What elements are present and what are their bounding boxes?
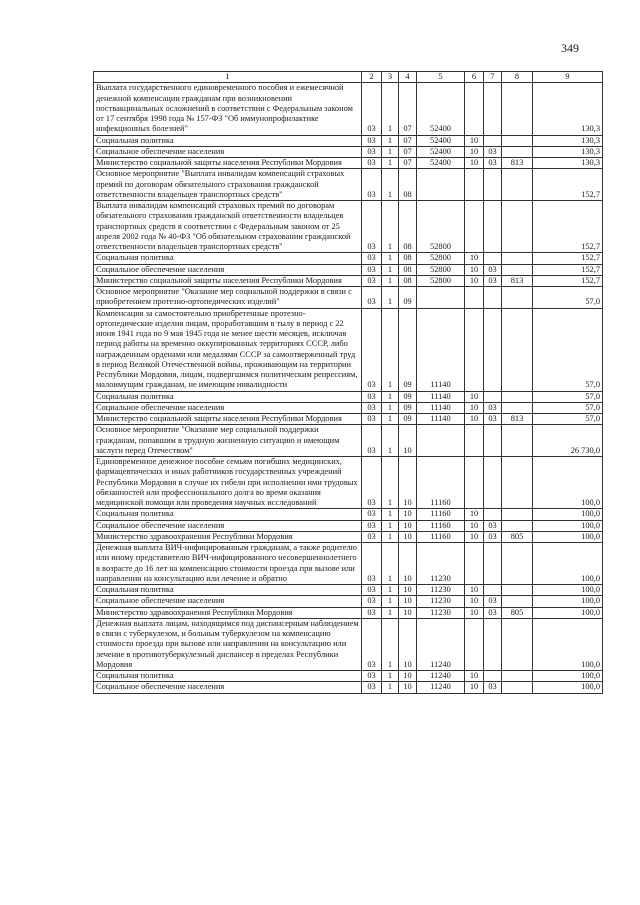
code-cell-4: 09 xyxy=(399,402,417,413)
code-cell-3: 1 xyxy=(382,509,399,520)
code-cell-7: 03 xyxy=(484,158,502,169)
code-cell-4: 08 xyxy=(399,169,417,201)
code-cell-2: 03 xyxy=(362,543,382,585)
code-cell-6: 10 xyxy=(465,520,484,531)
code-cell-6: 10 xyxy=(465,509,484,520)
code-cell-7: 03 xyxy=(484,414,502,425)
code-cell-7: 03 xyxy=(484,520,502,531)
amount-cell: 57,0 xyxy=(533,402,603,413)
table-row xyxy=(94,457,603,509)
code-cell-5: 11230 xyxy=(417,585,465,596)
code-cell-5: 52400 xyxy=(417,83,465,135)
code-cell-6: 10 xyxy=(465,275,484,286)
table-row xyxy=(94,596,603,607)
item-name-cell: Основное мероприятие "Оказание мер социальной поддержки в связи с приобретением протезно-ортопедических изделий" xyxy=(94,287,362,309)
code-cell-2: 03 xyxy=(362,146,382,157)
amount-cell: 100,0 xyxy=(533,682,603,693)
item-name-cell: Единовременное денежное пособие семьям погибших медицинских, фармацевтических и иных работников государственных учреждений Республики Мордовия в случае их гибели при исполнении ими трудовых обязанностей или профессионального долга во время оказания медицинской помощи или проведения научных исследований xyxy=(94,457,362,509)
code-cell-6: 10 xyxy=(465,585,484,596)
code-cell-6: 10 xyxy=(465,146,484,157)
code-cell-2: 03 xyxy=(362,275,382,286)
code-cell-8 xyxy=(502,520,533,531)
code-cell-3: 1 xyxy=(382,414,399,425)
amount-cell: 57,0 xyxy=(533,287,603,309)
code-cell-3: 1 xyxy=(382,543,399,585)
code-cell-5: 11230 xyxy=(417,596,465,607)
code-cell-4: 09 xyxy=(399,287,417,309)
code-cell-2: 03 xyxy=(362,201,382,253)
table-row xyxy=(94,520,603,531)
code-cell-3: 1 xyxy=(382,457,399,509)
column-header: 4 xyxy=(399,72,417,83)
code-cell-4: 07 xyxy=(399,83,417,135)
table-row xyxy=(94,585,603,596)
code-cell-8 xyxy=(502,596,533,607)
code-cell-8: 813 xyxy=(502,275,533,286)
column-header: 9 xyxy=(533,72,603,83)
code-cell-5: 11140 xyxy=(417,402,465,413)
code-cell-4: 10 xyxy=(399,531,417,542)
code-cell-4: 10 xyxy=(399,509,417,520)
code-cell-3: 1 xyxy=(382,308,399,391)
item-name-cell: Социальная политика xyxy=(94,391,362,402)
code-cell-4: 10 xyxy=(399,607,417,618)
code-cell-7 xyxy=(484,287,502,309)
code-cell-7 xyxy=(484,457,502,509)
item-name-cell: Основное мероприятие "Оказание мер социальной поддержки гражданам, попавшим в трудную жизненную ситуацию и имеющим заслуги перед Отечеством" xyxy=(94,425,362,457)
amount-cell: 152,7 xyxy=(533,169,603,201)
code-cell-6 xyxy=(465,201,484,253)
code-cell-6 xyxy=(465,83,484,135)
code-cell-7 xyxy=(484,308,502,391)
amount-cell: 100,0 xyxy=(533,520,603,531)
budget-table xyxy=(93,71,603,694)
code-cell-8: 813 xyxy=(502,158,533,169)
amount-cell: 100,0 xyxy=(533,607,603,618)
code-cell-7: 03 xyxy=(484,607,502,618)
item-name-cell: Денежная выплата лицам, находящимся под диспансерным наблюдением в связи с туберкулезом, и больным туберкулезом на компенсацию стоимости проезда при вызове или направлении на консультацию или лечение в противотуберкулезный диспансер в пределах Республики Мордовия xyxy=(94,618,362,670)
code-cell-4: 10 xyxy=(399,543,417,585)
code-cell-4: 10 xyxy=(399,457,417,509)
code-cell-4: 09 xyxy=(399,391,417,402)
code-cell-4: 07 xyxy=(399,158,417,169)
item-name-cell: Социальное обеспечение населения xyxy=(94,682,362,693)
code-cell-3: 1 xyxy=(382,391,399,402)
code-cell-2: 03 xyxy=(362,425,382,457)
code-cell-4: 08 xyxy=(399,275,417,286)
code-cell-3: 1 xyxy=(382,596,399,607)
column-header: 3 xyxy=(382,72,399,83)
amount-cell: 130,3 xyxy=(533,83,603,135)
table-row xyxy=(94,509,603,520)
code-cell-5: 11240 xyxy=(417,671,465,682)
code-cell-6 xyxy=(465,169,484,201)
amount-cell: 100,0 xyxy=(533,618,603,670)
code-cell-8 xyxy=(502,425,533,457)
code-cell-3: 1 xyxy=(382,146,399,157)
code-cell-3: 1 xyxy=(382,607,399,618)
code-cell-5: 11160 xyxy=(417,509,465,520)
code-cell-4: 10 xyxy=(399,425,417,457)
amount-cell: 100,0 xyxy=(533,509,603,520)
code-cell-3: 1 xyxy=(382,520,399,531)
code-cell-6 xyxy=(465,543,484,585)
amount-cell: 100,0 xyxy=(533,585,603,596)
code-cell-8: 805 xyxy=(502,531,533,542)
amount-cell: 100,0 xyxy=(533,671,603,682)
table-row xyxy=(94,275,603,286)
code-cell-6 xyxy=(465,308,484,391)
column-header: 1 xyxy=(94,72,362,83)
code-cell-7 xyxy=(484,135,502,146)
code-cell-6: 10 xyxy=(465,682,484,693)
table-row xyxy=(94,682,603,693)
code-cell-6: 10 xyxy=(465,414,484,425)
code-cell-8: 805 xyxy=(502,607,533,618)
amount-cell: 100,0 xyxy=(533,457,603,509)
code-cell-2: 03 xyxy=(362,457,382,509)
code-cell-7 xyxy=(484,618,502,670)
code-cell-2: 03 xyxy=(362,287,382,309)
code-cell-4: 07 xyxy=(399,135,417,146)
code-cell-6: 10 xyxy=(465,135,484,146)
table-row xyxy=(94,201,603,253)
amount-cell: 100,0 xyxy=(533,531,603,542)
code-cell-7 xyxy=(484,671,502,682)
item-name-cell: Министерство социальной защиты населения Республики Мордовия xyxy=(94,275,362,286)
code-cell-8 xyxy=(502,585,533,596)
code-cell-8 xyxy=(502,402,533,413)
code-cell-8 xyxy=(502,83,533,135)
code-cell-5: 52800 xyxy=(417,253,465,264)
amount-cell: 57,0 xyxy=(533,414,603,425)
code-cell-5: 11140 xyxy=(417,414,465,425)
code-cell-5: 11240 xyxy=(417,682,465,693)
code-cell-6: 10 xyxy=(465,264,484,275)
code-cell-8 xyxy=(502,135,533,146)
page-number: 349 xyxy=(561,41,579,55)
code-cell-6: 10 xyxy=(465,253,484,264)
code-cell-8 xyxy=(502,308,533,391)
code-cell-3: 1 xyxy=(382,585,399,596)
code-cell-3: 1 xyxy=(382,425,399,457)
table-row xyxy=(94,253,603,264)
item-name-cell: Социальное обеспечение населения xyxy=(94,264,362,275)
code-cell-2: 03 xyxy=(362,414,382,425)
code-cell-2: 03 xyxy=(362,596,382,607)
code-cell-7: 03 xyxy=(484,682,502,693)
amount-cell: 152,7 xyxy=(533,264,603,275)
code-cell-5: 52800 xyxy=(417,264,465,275)
code-cell-5 xyxy=(417,425,465,457)
code-cell-3: 1 xyxy=(382,135,399,146)
code-cell-3: 1 xyxy=(382,264,399,275)
code-cell-8 xyxy=(502,201,533,253)
code-cell-6 xyxy=(465,618,484,670)
code-cell-2: 03 xyxy=(362,83,382,135)
code-cell-3: 1 xyxy=(382,158,399,169)
table-body xyxy=(94,83,603,693)
table-row xyxy=(94,618,603,670)
code-cell-2: 03 xyxy=(362,509,382,520)
amount-cell: 130,3 xyxy=(533,146,603,157)
code-cell-7 xyxy=(484,425,502,457)
code-cell-5: 11140 xyxy=(417,391,465,402)
code-cell-4: 08 xyxy=(399,253,417,264)
code-cell-8 xyxy=(502,457,533,509)
code-cell-4: 10 xyxy=(399,596,417,607)
code-cell-2: 03 xyxy=(362,253,382,264)
code-cell-5: 11160 xyxy=(417,520,465,531)
code-cell-5: 52400 xyxy=(417,146,465,157)
code-cell-8 xyxy=(502,287,533,309)
code-cell-7: 03 xyxy=(484,402,502,413)
code-cell-4: 09 xyxy=(399,308,417,391)
code-cell-6: 10 xyxy=(465,391,484,402)
code-cell-7: 03 xyxy=(484,275,502,286)
item-name-cell: Социальная политика xyxy=(94,253,362,264)
code-cell-8 xyxy=(502,253,533,264)
item-name-cell: Выплата инвалидам компенсаций страховых премий по договорам обязательного страхования гражданской ответственности владельцев транспортных средств в соответствии с Федеральным законом от 25 апреля 2002 года № 40-ФЗ "Об обязательном страховании гражданской ответственности владельцев транспортных средств" xyxy=(94,201,362,253)
code-cell-8: 813 xyxy=(502,414,533,425)
amount-cell: 152,7 xyxy=(533,253,603,264)
code-cell-7 xyxy=(484,169,502,201)
item-name-cell: Министерство здравоохранения Республики Мордовия xyxy=(94,531,362,542)
table-row xyxy=(94,158,603,169)
code-cell-2: 03 xyxy=(362,618,382,670)
code-cell-3: 1 xyxy=(382,201,399,253)
code-cell-7 xyxy=(484,509,502,520)
table-row xyxy=(94,264,603,275)
item-name-cell: Министерство здравоохранения Республики Мордовия xyxy=(94,607,362,618)
code-cell-6 xyxy=(465,425,484,457)
code-cell-5: 52800 xyxy=(417,201,465,253)
code-cell-4: 09 xyxy=(399,414,417,425)
code-cell-2: 03 xyxy=(362,682,382,693)
item-name-cell: Социальная политика xyxy=(94,135,362,146)
code-cell-8 xyxy=(502,391,533,402)
table-row xyxy=(94,414,603,425)
code-cell-3: 1 xyxy=(382,618,399,670)
item-name-cell: Социальная политика xyxy=(94,671,362,682)
item-name-cell: Министерство социальной защиты населения Республики Мордовия xyxy=(94,414,362,425)
code-cell-4: 10 xyxy=(399,520,417,531)
item-name-cell: Социальное обеспечение населения xyxy=(94,596,362,607)
code-cell-5: 11230 xyxy=(417,543,465,585)
code-cell-5 xyxy=(417,287,465,309)
code-cell-8 xyxy=(502,618,533,670)
table-row xyxy=(94,146,603,157)
code-cell-8 xyxy=(502,146,533,157)
table-row xyxy=(94,391,603,402)
code-cell-5: 11140 xyxy=(417,308,465,391)
code-cell-3: 1 xyxy=(382,83,399,135)
table-row xyxy=(94,135,603,146)
table-row xyxy=(94,83,603,135)
code-cell-6: 10 xyxy=(465,596,484,607)
code-cell-2: 03 xyxy=(362,531,382,542)
amount-cell: 130,3 xyxy=(533,158,603,169)
code-cell-7: 03 xyxy=(484,596,502,607)
item-name-cell: Социальное обеспечение населения xyxy=(94,402,362,413)
code-cell-3: 1 xyxy=(382,169,399,201)
code-cell-7 xyxy=(484,585,502,596)
code-cell-6: 10 xyxy=(465,158,484,169)
code-cell-7 xyxy=(484,253,502,264)
code-cell-5: 11230 xyxy=(417,607,465,618)
code-cell-7 xyxy=(484,83,502,135)
code-cell-2: 03 xyxy=(362,308,382,391)
code-cell-6: 10 xyxy=(465,671,484,682)
code-cell-8 xyxy=(502,509,533,520)
table-row xyxy=(94,425,603,457)
code-cell-8 xyxy=(502,169,533,201)
code-cell-3: 1 xyxy=(382,253,399,264)
code-cell-6: 10 xyxy=(465,402,484,413)
code-cell-5: 11160 xyxy=(417,531,465,542)
code-cell-4: 10 xyxy=(399,682,417,693)
code-cell-3: 1 xyxy=(382,531,399,542)
code-cell-5: 11240 xyxy=(417,618,465,670)
amount-cell: 26 730,0 xyxy=(533,425,603,457)
table-row xyxy=(94,402,603,413)
code-cell-7 xyxy=(484,543,502,585)
code-cell-5: 52400 xyxy=(417,135,465,146)
amount-cell: 57,0 xyxy=(533,391,603,402)
code-cell-2: 03 xyxy=(362,402,382,413)
code-cell-4: 08 xyxy=(399,201,417,253)
code-cell-3: 1 xyxy=(382,671,399,682)
table-row xyxy=(94,308,603,391)
item-name-cell: Выплата государственного единовременного пособия и ежемесячной денежной компенсации гражданам при возникновении поствакцинальных осложнений в соответствии с Федеральным законом от 17 сентября 1998 года № 157-ФЗ "Об иммунопрофилактике инфекционных болезней" xyxy=(94,83,362,135)
code-cell-4: 07 xyxy=(399,146,417,157)
amount-cell: 152,7 xyxy=(533,275,603,286)
code-cell-2: 03 xyxy=(362,264,382,275)
code-cell-5: 52800 xyxy=(417,275,465,286)
code-cell-2: 03 xyxy=(362,520,382,531)
code-cell-2: 03 xyxy=(362,135,382,146)
table-row xyxy=(94,287,603,309)
code-cell-8 xyxy=(502,543,533,585)
code-cell-2: 03 xyxy=(362,671,382,682)
amount-cell: 152,7 xyxy=(533,201,603,253)
amount-cell: 57,0 xyxy=(533,308,603,391)
code-cell-2: 03 xyxy=(362,607,382,618)
code-cell-5 xyxy=(417,169,465,201)
code-cell-7: 03 xyxy=(484,146,502,157)
table-header-row xyxy=(94,72,603,83)
table-row xyxy=(94,607,603,618)
code-cell-3: 1 xyxy=(382,287,399,309)
column-header: 8 xyxy=(502,72,533,83)
column-header: 7 xyxy=(484,72,502,83)
code-cell-2: 03 xyxy=(362,169,382,201)
code-cell-2: 03 xyxy=(362,391,382,402)
item-name-cell: Основное мероприятие "Выплата инвалидам компенсаций страховых премий по договорам обязательного страхования гражданской ответственности владельцев транспортных средств" xyxy=(94,169,362,201)
code-cell-2: 03 xyxy=(362,158,382,169)
item-name-cell: Социальное обеспечение населения xyxy=(94,520,362,531)
item-name-cell: Социальная политика xyxy=(94,509,362,520)
code-cell-4: 08 xyxy=(399,264,417,275)
table-row xyxy=(94,543,603,585)
code-cell-8 xyxy=(502,682,533,693)
code-cell-4: 10 xyxy=(399,671,417,682)
code-cell-7 xyxy=(484,201,502,253)
amount-cell: 100,0 xyxy=(533,543,603,585)
code-cell-2: 03 xyxy=(362,585,382,596)
item-name-cell: Денежная выплата ВИЧ-инфицированным гражданам, а также родителю или иному представителю ВИЧ-инфицированного несовершеннолетнего в возрасте до 16 лет на компенсацию стоимости проезда при вызове или направлении на консультацию или лечение и обратно xyxy=(94,543,362,585)
code-cell-5: 11160 xyxy=(417,457,465,509)
code-cell-8 xyxy=(502,671,533,682)
code-cell-6 xyxy=(465,287,484,309)
column-header: 5 xyxy=(417,72,465,83)
column-header: 2 xyxy=(362,72,382,83)
table-row xyxy=(94,531,603,542)
code-cell-6 xyxy=(465,457,484,509)
table-row xyxy=(94,671,603,682)
code-cell-3: 1 xyxy=(382,402,399,413)
code-cell-5: 52400 xyxy=(417,158,465,169)
code-cell-4: 10 xyxy=(399,618,417,670)
code-cell-6: 10 xyxy=(465,531,484,542)
item-name-cell: Социальная политика xyxy=(94,585,362,596)
amount-cell: 100,0 xyxy=(533,596,603,607)
code-cell-7: 03 xyxy=(484,264,502,275)
code-cell-6: 10 xyxy=(465,607,484,618)
column-header: 6 xyxy=(465,72,484,83)
item-name-cell: Компенсация за самостоятельно приобретенные протезно-ортопедические изделия лицам, проработавшим в тылу в период с 22 июня 1941 года по 9 мая 1945 года не менее шести месяцев, исключая период работы на временно оккупированных территориях СССР, либо награжденным орденами или медалями СССР за самоотверженный труд в период Великой Отечественной войны, проживающим на территории Республики Мордовия, лицам, подвергшимся политическим репрессиям, малоимущим гражданам, не имеющим инвалидности xyxy=(94,308,362,391)
item-name-cell: Министерство социальной защиты населения Республики Мордовия xyxy=(94,158,362,169)
code-cell-8 xyxy=(502,264,533,275)
code-cell-7 xyxy=(484,391,502,402)
code-cell-3: 1 xyxy=(382,682,399,693)
code-cell-7: 03 xyxy=(484,531,502,542)
amount-cell: 130,3 xyxy=(533,135,603,146)
code-cell-4: 10 xyxy=(399,585,417,596)
item-name-cell: Социальное обеспечение населения xyxy=(94,146,362,157)
code-cell-3: 1 xyxy=(382,275,399,286)
table-row xyxy=(94,169,603,201)
